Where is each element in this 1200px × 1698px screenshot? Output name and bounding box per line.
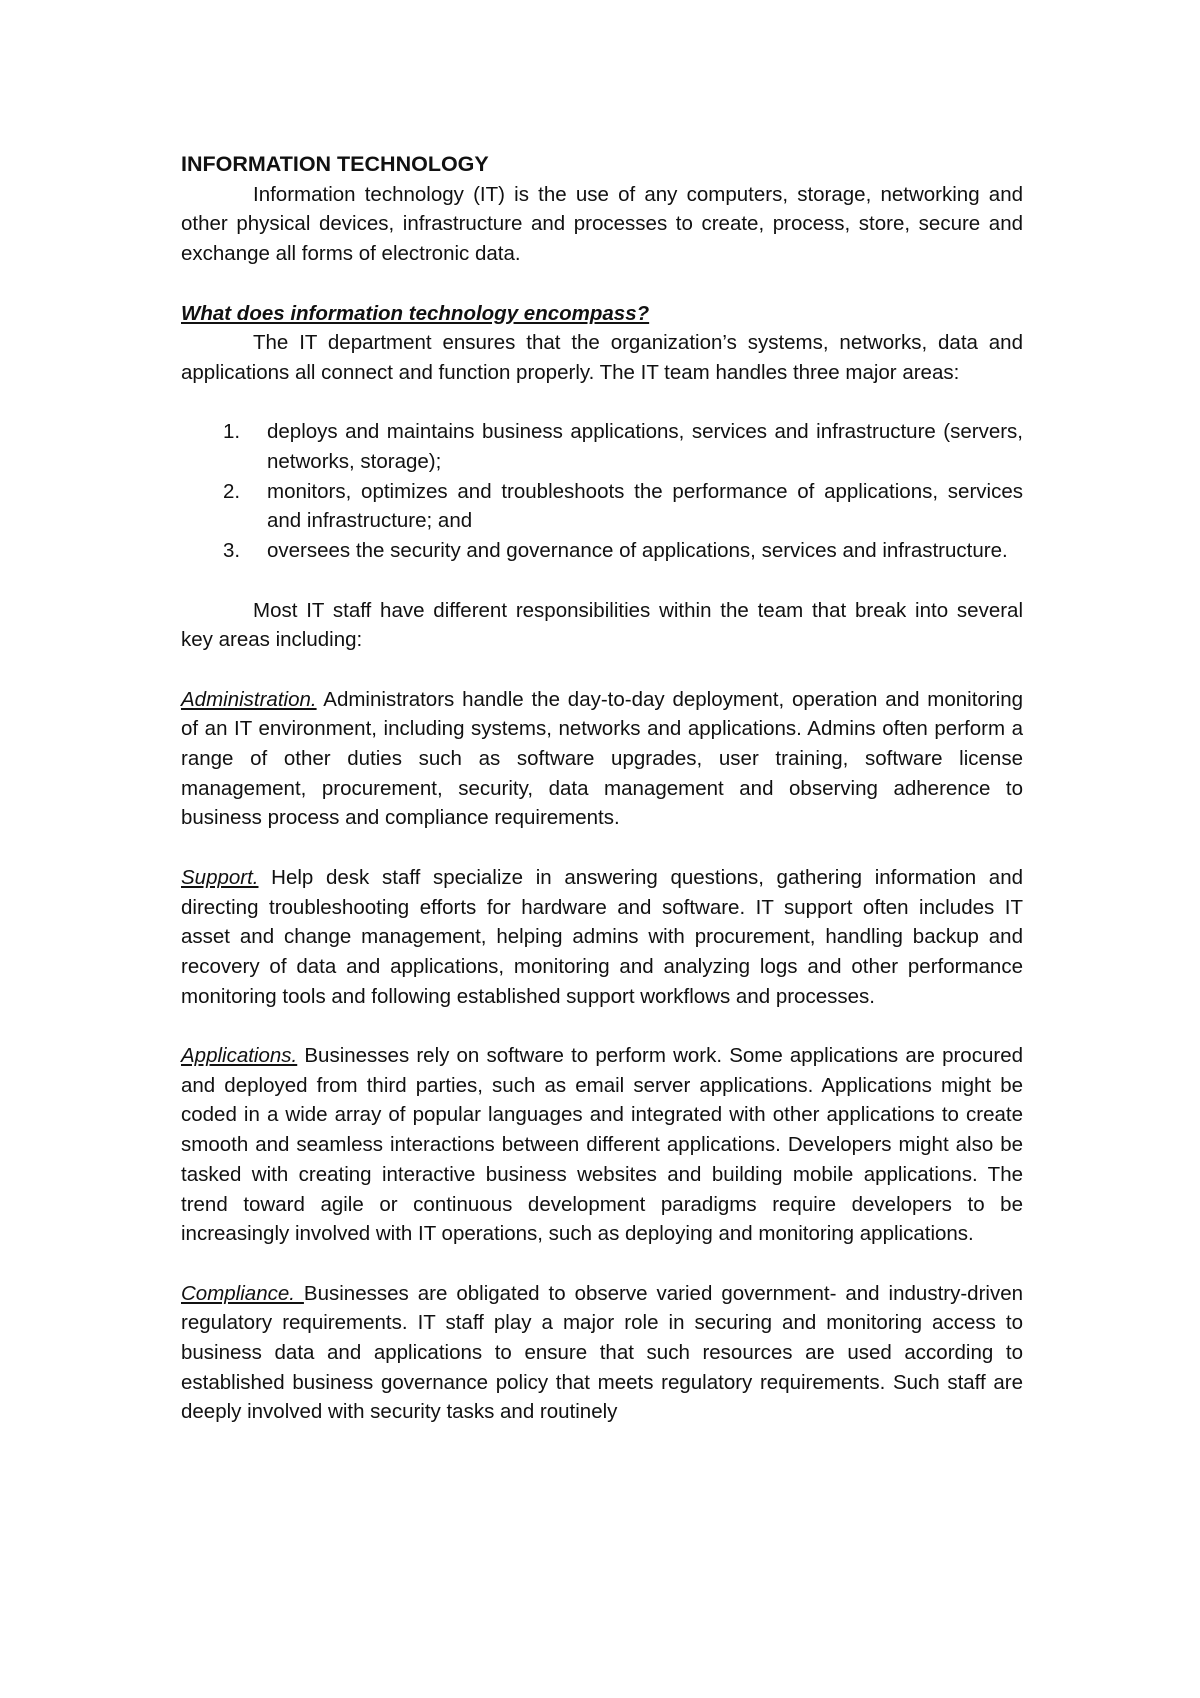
document-body	[181, 150, 1023, 1427]
applications-term: Applications.	[181, 1044, 298, 1067]
section-heading: What does information technology encompass?	[181, 301, 650, 325]
list-item	[181, 417, 1023, 476]
list-item-number: 2.	[223, 479, 241, 503]
list-item	[181, 536, 1023, 566]
spacer	[181, 1011, 1023, 1041]
support-term: Support.	[181, 865, 259, 889]
spacer	[181, 833, 1023, 863]
spacer	[181, 1249, 1023, 1279]
administration-term: Administration.	[181, 687, 317, 711]
responsibilities-intro-paragraph: Most IT staff have different responsibilities within the team that break into several key areas including:	[181, 598, 1023, 652]
list-item-text: deploys and maintains business applications, services and infrastructure (servers, networks, storage);	[267, 420, 1023, 473]
support-paragraph	[181, 863, 1023, 1012]
compliance-text: Businesses are obligated to observe varied government- and industry-driven regulatory requirements. IT staff play a major role in securing and monitoring access to business data and applications to ensure that such resources are used according to established business governance policy that meets regulatory requirements. Such staff are deeply involved with security tasks and routinely	[181, 1281, 1023, 1424]
compliance-term: Compliance.	[181, 1281, 304, 1305]
compliance-paragraph	[181, 1279, 1023, 1428]
list-item-number: 3.	[223, 539, 241, 563]
section-intro-paragraph: The IT department ensures that the organization’s systems, networks, data and applications all connect and function properly. The IT team handles three major areas:	[181, 331, 1023, 384]
list-item-number: 1.	[223, 420, 241, 444]
applications-text: Businesses rely on software to perform work. Some applications are procured and deployed from third parties, such as email server applications. Applications might be coded in a wide array of popular languages and integrated with other applications to create smooth and seamless interactions between different applications. Developers might also be tasked with creating interactive business websites and building mobile applications. The trend toward agile or continuous development paradigms require developers to be increasingly involved with IT operations, such as deploying and monitoring applications.	[181, 1044, 1023, 1246]
list-item	[181, 477, 1023, 536]
administration-paragraph	[181, 685, 1023, 834]
list-item-text: monitors, optimizes and troubleshoots the performance of applications, services and infrastructure; and	[267, 479, 1023, 533]
areas-list	[181, 417, 1023, 566]
document-title: INFORMATION TECHNOLOGY	[181, 152, 489, 176]
support-text: Help desk staff specialize in answering questions, gathering information and directing troubleshooting efforts for hardware and software. IT support often includes IT asset and change management, helping admins with procurement, handling backup and recovery of data and applications, monitoring and analyzing logs and other performance monitoring tools and following established support workflows and processes.	[181, 865, 1023, 1008]
spacer	[181, 655, 1023, 685]
administration-text: Administrators handle the day-to-day deployment, operation and monitoring of an IT environment, including systems, networks and applications. Admins often perform a range of other duties such as software upgrades, user training, software license management, procurement, security, data management and observing adherence to business process and compliance requirements.	[181, 687, 1023, 830]
applications-paragraph	[181, 1041, 1023, 1249]
list-item-text: oversees the security and governance of applications, services and infrastructure.	[267, 539, 1008, 563]
intro-paragraph: Information technology (IT) is the use of any computers, storage, networking and other physical devices, infrastructure and processes to create, process, store, secure and exchange all forms of electronic data.	[181, 182, 1023, 266]
spacer	[181, 269, 1023, 299]
spacer	[181, 566, 1023, 596]
spacer	[181, 388, 1023, 418]
